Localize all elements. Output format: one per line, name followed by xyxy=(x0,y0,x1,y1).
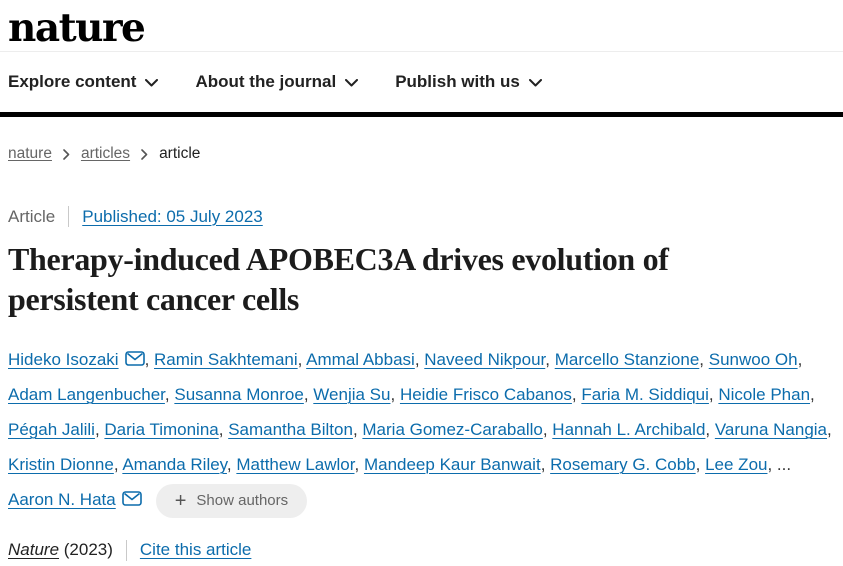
author-separator: , xyxy=(414,350,425,369)
author-separator: , xyxy=(797,350,803,369)
article-page xyxy=(0,145,843,561)
show-authors-label: Show authors xyxy=(196,492,289,510)
author-separator: , xyxy=(705,420,715,439)
author-link[interactable]: Aaron N. Hata xyxy=(8,490,116,509)
citation-year: (2023) xyxy=(63,540,113,560)
author-separator: , xyxy=(144,350,155,369)
author-separator: , xyxy=(164,385,175,404)
author-separator: , ... xyxy=(767,455,792,474)
author-separator: , xyxy=(218,420,229,439)
article-type-label: Article xyxy=(8,206,56,226)
header-rule xyxy=(0,112,843,117)
author-link[interactable]: Pégah Jalili xyxy=(8,420,95,439)
nature-logo[interactable]: nature xyxy=(8,5,145,51)
author-link[interactable]: Maria Gomez-Caraballo xyxy=(362,420,543,439)
author-link[interactable]: Heidie Frisco Cabanos xyxy=(399,385,572,404)
author-link[interactable]: Varuna Nangia xyxy=(714,420,828,439)
author-separator: , xyxy=(390,385,400,404)
divider xyxy=(126,540,127,561)
masthead xyxy=(0,0,843,52)
author-separator: , xyxy=(571,385,582,404)
author-link[interactable]: Nicole Phan xyxy=(718,385,811,404)
breadcrumb-separator xyxy=(63,149,70,160)
author-link[interactable]: Naveed Nikpour xyxy=(424,350,546,369)
divider xyxy=(68,206,69,227)
cite-this-article-link[interactable]: Cite this article xyxy=(139,540,252,560)
author-link[interactable]: Susanna Monroe xyxy=(174,385,304,404)
journal-link[interactable]: Nature xyxy=(8,540,60,560)
author-link[interactable]: Ammal Abbasi xyxy=(306,350,415,369)
author-link[interactable]: Mandeep Kaur Banwait xyxy=(363,455,541,474)
author-separator: , xyxy=(113,455,123,474)
chevron-down-icon xyxy=(345,79,358,87)
breadcrumb-separator xyxy=(141,149,148,160)
nav-item-publish-with-us[interactable] xyxy=(395,72,542,92)
author-separator: , xyxy=(303,385,314,404)
published-date-link[interactable]: Published: 05 July 2023 xyxy=(82,206,263,226)
author-list xyxy=(8,342,835,518)
chevron-right-icon xyxy=(63,149,70,160)
author-link[interactable]: Hannah L. Archibald xyxy=(552,420,706,439)
author-separator: , xyxy=(94,420,105,439)
chevron-down-icon xyxy=(145,79,158,87)
author-separator: , xyxy=(297,350,307,369)
author-separator: , xyxy=(542,420,553,439)
nav-item-label: About the journal xyxy=(195,72,337,91)
author-links-container xyxy=(8,350,832,512)
breadcrumb xyxy=(8,145,835,163)
chevron-down-icon xyxy=(529,79,542,87)
author-separator: , xyxy=(810,385,815,404)
chevron-right-icon xyxy=(141,149,148,160)
author-link[interactable]: Kristin Dionne xyxy=(8,455,114,474)
author-separator: , xyxy=(352,420,363,439)
nav-item-label: Publish with us xyxy=(395,72,520,91)
main-nav xyxy=(0,52,843,112)
author-separator: , xyxy=(708,385,719,404)
nav-item-explore-content[interactable] xyxy=(8,72,158,92)
author-link[interactable]: Sunwoo Oh xyxy=(708,350,798,369)
author-link[interactable]: Daria Timonina xyxy=(104,420,219,439)
author-separator: , xyxy=(699,350,709,369)
breadcrumb-item-articles[interactable]: articles xyxy=(80,145,131,162)
author-separator: , xyxy=(695,455,706,474)
nav-item-label: Explore content xyxy=(8,72,137,91)
author-link[interactable]: Matthew Lawlor xyxy=(236,455,355,474)
article-meta-row xyxy=(8,206,835,227)
page-title: Therapy-induced APOBEC3A drives evolution of persistent cancer cells xyxy=(8,241,669,317)
author-separator: , xyxy=(540,455,551,474)
show-authors-button[interactable] xyxy=(156,484,307,518)
citation-text xyxy=(8,540,113,560)
author-link[interactable]: Faria M. Siddiqui xyxy=(581,385,709,404)
nav-item-about-the-journal[interactable] xyxy=(195,72,358,92)
breadcrumb-item-nature[interactable]: nature xyxy=(8,145,52,162)
envelope-icon xyxy=(122,491,142,506)
author-link[interactable]: Samantha Bilton xyxy=(228,420,353,439)
author-link[interactable]: Rosemary G. Cobb xyxy=(550,455,696,474)
author-separator: , xyxy=(226,455,237,474)
author-separator: , xyxy=(827,420,832,439)
author-link[interactable]: Hideko Isozaki xyxy=(8,350,119,369)
author-link[interactable]: Marcello Stanzione xyxy=(554,350,700,369)
breadcrumb-item-article: article xyxy=(159,145,201,162)
author-link[interactable]: Lee Zou xyxy=(705,455,768,474)
author-link[interactable]: Adam Langenbucher xyxy=(8,385,165,404)
citation-row xyxy=(8,540,835,561)
author-link[interactable]: Amanda Riley xyxy=(122,455,227,474)
author-separator: , xyxy=(354,455,364,474)
site-header xyxy=(0,0,843,117)
author-link[interactable]: Ramin Sakhtemani xyxy=(154,350,298,369)
plus-icon: + xyxy=(174,489,187,512)
author-link[interactable]: Wenjia Su xyxy=(313,385,391,404)
author-separator: , xyxy=(545,350,555,369)
envelope-icon xyxy=(125,351,145,366)
